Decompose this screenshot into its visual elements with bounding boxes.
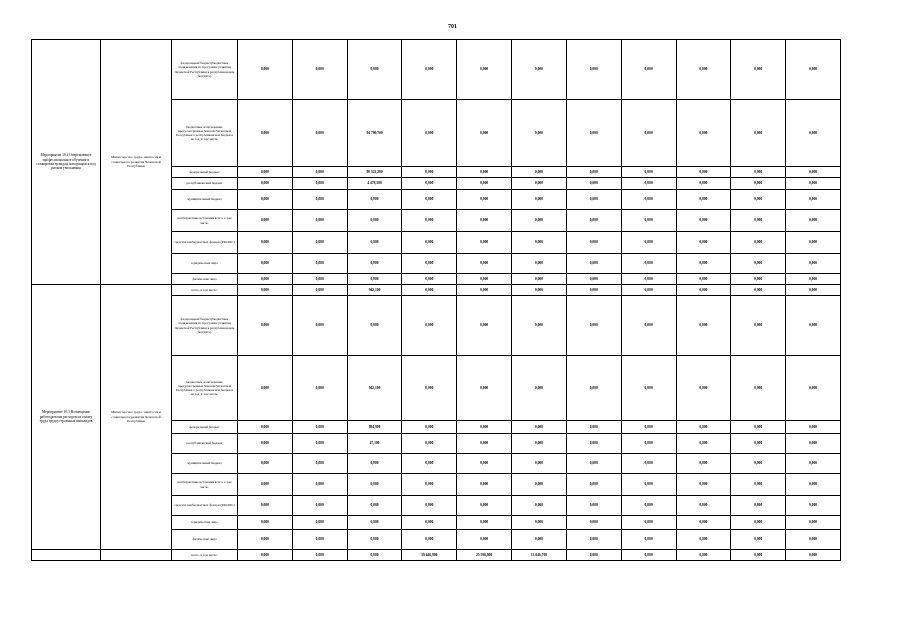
amount-cell: 0,000	[566, 474, 621, 496]
amount-cell: 0,000	[786, 100, 841, 167]
amount-cell: 0,000	[731, 40, 786, 100]
amount-cell: 0,000	[676, 474, 731, 496]
amount-cell: 0,000	[457, 285, 512, 296]
amount-cell: 0,000	[566, 454, 621, 474]
funding-source-cell: республиканский бюджет	[172, 434, 238, 454]
amount-cell: 47,100	[347, 434, 402, 454]
amount-cell: 0,000	[347, 496, 402, 516]
amount-cell: 0,000	[457, 454, 512, 474]
amount-cell: 25 596,000	[457, 550, 512, 561]
amount-cell: 0,000	[238, 421, 293, 434]
amount-cell: 0,000	[512, 232, 567, 254]
amount-cell: 0,000	[292, 530, 347, 550]
amount-cell: 0,000	[457, 40, 512, 100]
amount-cell: 0,000	[566, 421, 621, 434]
executor-cell: Министерство труда, занятости и социального развития Чеченской Республики	[101, 40, 172, 285]
amount-cell: 0,000	[566, 254, 621, 274]
amount-cell: 0,000	[621, 167, 676, 178]
amount-cell: 0,000	[786, 232, 841, 254]
amount-cell: 0,000	[731, 274, 786, 285]
amount-cell: 0,000	[621, 496, 676, 516]
amount-cell: 0,000	[512, 274, 567, 285]
amount-cell: 0,000	[786, 496, 841, 516]
amount-cell: 0,000	[731, 356, 786, 421]
funding-source-cell: внебюджетные источники всего, в том числе:	[172, 210, 238, 232]
amount-cell: 0,000	[292, 296, 347, 356]
amount-cell: 0,000	[731, 254, 786, 274]
funding-source-cell: средства внебюджетных фондов (ТФОМС)	[172, 232, 238, 254]
amount-cell: 0,000	[402, 232, 457, 254]
amount-cell: 0,000	[566, 167, 621, 178]
amount-cell: 0,000	[292, 454, 347, 474]
amount-cell: 0,000	[347, 254, 402, 274]
amount-cell: 0,000	[292, 274, 347, 285]
amount-cell: 0,000	[457, 100, 512, 167]
amount-cell: 0,000	[238, 178, 293, 190]
amount-cell: 0,000	[512, 167, 567, 178]
executor-cell: Министерство труда, занятости и социального развития Чеченской Республики	[101, 285, 172, 550]
budget-table	[31, 39, 841, 561]
amount-cell: 0,000	[238, 190, 293, 210]
executor-cell	[101, 550, 172, 561]
amount-cell: 0,000	[292, 178, 347, 190]
amount-cell: 0,000	[402, 530, 457, 550]
amount-cell: 0,000	[292, 100, 347, 167]
amount-cell: 0,000	[566, 190, 621, 210]
funding-source-cell: муниципальный бюджет	[172, 454, 238, 474]
amount-cell: 0,000	[512, 190, 567, 210]
amount-cell: 0,000	[512, 454, 567, 474]
amount-cell: 0,000	[512, 434, 567, 454]
amount-cell: 0,000	[731, 496, 786, 516]
amount-cell: 0,000	[402, 496, 457, 516]
amount-cell: 0,000	[457, 232, 512, 254]
amount-cell: 0,000	[621, 434, 676, 454]
amount-cell: 0,000	[512, 496, 567, 516]
amount-cell: 0,000	[347, 210, 402, 232]
amount-cell: 4 478,500	[347, 178, 402, 190]
funding-source-cell: физические лица	[172, 530, 238, 550]
amount-cell: 0,000	[457, 474, 512, 496]
event-name-cell: Мероприятие 10.3 Возмещение работодателям расходов на оплату труда трудоустроенных инвалидов	[32, 285, 101, 550]
amount-cell: 0,000	[676, 190, 731, 210]
funding-source-cell: республиканский бюджет	[172, 178, 238, 190]
amount-cell: 0,000	[566, 178, 621, 190]
amount-cell: 0,000	[621, 100, 676, 167]
amount-cell: 0,000	[292, 356, 347, 421]
amount-cell: 0,000	[676, 530, 731, 550]
amount-cell: 0,000	[457, 190, 512, 210]
amount-cell: 0,000	[457, 421, 512, 434]
amount-cell: 0,000	[238, 274, 293, 285]
amount-cell: 0,000	[676, 496, 731, 516]
amount-cell: 0,000	[676, 550, 731, 561]
amount-cell: 0,000	[457, 496, 512, 516]
amount-cell: 0,000	[402, 434, 457, 454]
amount-cell: 0,000	[292, 516, 347, 530]
amount-cell: 0,000	[786, 296, 841, 356]
amount-cell: 0,000	[238, 496, 293, 516]
amount-cell: 0,000	[402, 516, 457, 530]
amount-cell: 0,000	[457, 210, 512, 232]
amount-cell: 0,000	[347, 40, 402, 100]
amount-cell: 0,000	[676, 40, 731, 100]
amount-cell: 0,000	[621, 274, 676, 285]
amount-cell: 0,000	[786, 285, 841, 296]
amount-cell: 0,000	[786, 178, 841, 190]
amount-cell: 0,000	[566, 210, 621, 232]
amount-cell: 0,000	[731, 100, 786, 167]
amount-cell: 0,000	[676, 285, 731, 296]
amount-cell: 0,000	[566, 530, 621, 550]
amount-cell: 0,000	[566, 434, 621, 454]
amount-cell: 0,000	[786, 474, 841, 496]
amount-cell: 0,000	[347, 454, 402, 474]
amount-cell: 0,000	[238, 454, 293, 474]
amount-cell: 0,000	[621, 190, 676, 210]
amount-cell: 0,000	[621, 178, 676, 190]
amount-cell: 0,000	[402, 296, 457, 356]
amount-cell: 0,000	[347, 516, 402, 530]
amount-cell: 0,000	[786, 530, 841, 550]
amount-cell: 894,900	[347, 421, 402, 434]
amount-cell: 0,000	[676, 167, 731, 178]
amount-cell: 0,000	[512, 530, 567, 550]
amount-cell: 0,000	[238, 285, 293, 296]
amount-cell: 0,000	[238, 167, 293, 178]
funding-source-cell: федеральный бюджет	[172, 421, 238, 434]
amount-cell: 0,000	[621, 210, 676, 232]
amount-cell: 0,000	[676, 434, 731, 454]
amount-cell: 0,000	[731, 178, 786, 190]
amount-cell: 0,000	[402, 474, 457, 496]
amount-cell: 0,000	[292, 40, 347, 100]
amount-cell: 0,000	[292, 232, 347, 254]
funding-source-cell: всего, в том числе:	[172, 285, 238, 296]
amount-cell: 0,000	[402, 167, 457, 178]
amount-cell: 0,000	[238, 474, 293, 496]
amount-cell: 0,000	[621, 40, 676, 100]
amount-cell: 0,000	[238, 100, 293, 167]
amount-cell: 0,000	[731, 474, 786, 496]
event-name-cell: Мероприятие 10.2 Опережающее профессиональное обучение и стажировка граждан, находящихся под риском увольнения	[32, 40, 101, 285]
amount-cell: 0,000	[402, 285, 457, 296]
amount-cell: 942,100	[347, 285, 402, 296]
amount-cell: 0,000	[457, 530, 512, 550]
amount-cell: 0,000	[402, 100, 457, 167]
amount-cell: 0,000	[292, 474, 347, 496]
funding-source-cell: бюджетные ассигнования, предусмотренные Законом Чеченской Республики о республиканском бюджете на год, в том числе:	[172, 100, 238, 167]
funding-source-cell: федеральный бюджет(бюджетные ассигнования по программе развития Чеченской Республики в республиканском бюджете)	[172, 296, 238, 356]
funding-source-cell: юридические лица	[172, 516, 238, 530]
amount-cell: 0,000	[292, 550, 347, 561]
amount-cell: 0,000	[402, 421, 457, 434]
amount-cell: 0,000	[566, 296, 621, 356]
amount-cell: 0,000	[238, 254, 293, 274]
amount-cell: 0,000	[786, 254, 841, 274]
amount-cell: 0,000	[566, 274, 621, 285]
amount-cell: 0,000	[621, 296, 676, 356]
amount-cell: 0,000	[676, 296, 731, 356]
funding-source-cell: внебюджетные источники всего, в том числе:	[172, 474, 238, 496]
amount-cell: 0,000	[786, 550, 841, 561]
amount-cell: 0,000	[347, 530, 402, 550]
amount-cell: 0,000	[786, 454, 841, 474]
amount-cell: 0,000	[402, 454, 457, 474]
amount-cell: 0,000	[347, 274, 402, 285]
amount-cell: 0,000	[786, 434, 841, 454]
amount-cell: 0,000	[731, 454, 786, 474]
amount-cell: 0,000	[731, 296, 786, 356]
amount-cell: 0,000	[292, 167, 347, 178]
amount-cell: 0,000	[347, 190, 402, 210]
page-number: 701	[448, 24, 457, 30]
amount-cell: 0,000	[621, 356, 676, 421]
amount-cell: 0,000	[457, 434, 512, 454]
amount-cell: 0,000	[238, 356, 293, 421]
amount-cell: 0,000	[238, 40, 293, 100]
amount-cell: 0,000	[676, 254, 731, 274]
amount-cell: 0,000	[457, 516, 512, 530]
funding-source-cell: средства внебюджетных фондов (ТФОМС)	[172, 496, 238, 516]
table-row	[32, 40, 841, 100]
amount-cell: 0,000	[566, 100, 621, 167]
amount-cell: 0,000	[457, 356, 512, 421]
amount-cell: 942,100	[347, 356, 402, 421]
amount-cell: 0,000	[566, 516, 621, 530]
amount-cell: 0,000	[512, 356, 567, 421]
amount-cell: 0,000	[457, 296, 512, 356]
amount-cell: 0,000	[292, 285, 347, 296]
amount-cell: 0,000	[731, 421, 786, 434]
amount-cell: 0,000	[786, 40, 841, 100]
amount-cell: 0,000	[621, 474, 676, 496]
amount-cell: 0,000	[512, 296, 567, 356]
amount-cell: 0,000	[512, 254, 567, 274]
amount-cell: 0,000	[731, 434, 786, 454]
table-row	[32, 285, 841, 296]
amount-cell: 0,000	[292, 210, 347, 232]
amount-cell: 0,000	[512, 285, 567, 296]
amount-cell: 0,000	[402, 178, 457, 190]
funding-source-cell: муниципальный бюджет	[172, 190, 238, 210]
amount-cell: 0,000	[457, 274, 512, 285]
amount-cell: 0,000	[402, 210, 457, 232]
amount-cell: 0,000	[566, 550, 621, 561]
amount-cell: 0,000	[347, 550, 402, 561]
amount-cell: 0,000	[786, 421, 841, 434]
amount-cell: 0,000	[676, 210, 731, 232]
amount-cell: 13 646,700	[512, 550, 567, 561]
amount-cell: 0,000	[512, 421, 567, 434]
amount-cell: 0,000	[566, 40, 621, 100]
amount-cell: 59 646,900	[402, 550, 457, 561]
funding-source-cell: федеральный бюджет(бюджетные ассигнования по программе развития Чеченской Республики в республиканском бюджете)	[172, 40, 238, 100]
amount-cell: 0,000	[402, 40, 457, 100]
amount-cell: 0,000	[621, 550, 676, 561]
amount-cell: 0,000	[676, 274, 731, 285]
amount-cell: 0,000	[621, 454, 676, 474]
amount-cell: 0,000	[238, 210, 293, 232]
amount-cell: 0,000	[621, 254, 676, 274]
amount-cell: 94 790,700	[347, 100, 402, 167]
amount-cell: 90 322,200	[347, 167, 402, 178]
amount-cell: 0,000	[512, 178, 567, 190]
amount-cell: 0,000	[731, 232, 786, 254]
amount-cell: 0,000	[676, 178, 731, 190]
amount-cell: 0,000	[402, 190, 457, 210]
amount-cell: 0,000	[786, 274, 841, 285]
amount-cell: 0,000	[457, 178, 512, 190]
amount-cell: 0,000	[238, 530, 293, 550]
funding-source-cell: юридические лица	[172, 254, 238, 274]
funding-source-cell: всего, в том числе:	[172, 550, 238, 561]
amount-cell: 0,000	[238, 296, 293, 356]
amount-cell: 0,000	[347, 232, 402, 254]
amount-cell: 0,000	[621, 421, 676, 434]
amount-cell: 0,000	[731, 167, 786, 178]
amount-cell: 0,000	[676, 232, 731, 254]
amount-cell: 0,000	[292, 254, 347, 274]
amount-cell: 0,000	[512, 474, 567, 496]
amount-cell: 0,000	[402, 356, 457, 421]
amount-cell: 0,000	[786, 210, 841, 232]
amount-cell: 0,000	[676, 421, 731, 434]
amount-cell: 0,000	[731, 550, 786, 561]
amount-cell: 0,000	[786, 167, 841, 178]
amount-cell: 0,000	[402, 254, 457, 274]
amount-cell: 0,000	[566, 356, 621, 421]
amount-cell: 0,000	[731, 530, 786, 550]
amount-cell: 0,000	[238, 434, 293, 454]
amount-cell: 0,000	[786, 190, 841, 210]
amount-cell: 0,000	[512, 210, 567, 232]
amount-cell: 0,000	[566, 285, 621, 296]
amount-cell: 0,000	[731, 516, 786, 530]
amount-cell: 0,000	[457, 254, 512, 274]
amount-cell: 0,000	[566, 232, 621, 254]
funding-source-cell: федеральный бюджет	[172, 167, 238, 178]
amount-cell: 0,000	[292, 421, 347, 434]
amount-cell: 0,000	[676, 100, 731, 167]
amount-cell: 0,000	[512, 516, 567, 530]
amount-cell: 0,000	[731, 285, 786, 296]
amount-cell: 0,000	[238, 516, 293, 530]
amount-cell: 0,000	[621, 232, 676, 254]
amount-cell: 0,000	[621, 285, 676, 296]
event-name-cell	[32, 550, 101, 561]
amount-cell: 0,000	[731, 190, 786, 210]
amount-cell: 0,000	[621, 530, 676, 550]
amount-cell: 0,000	[621, 516, 676, 530]
funding-source-cell: бюджетные ассигнования, предусмотренные Законом Чеченской Республики о республиканском бюджете на год, в том числе:	[172, 356, 238, 421]
amount-cell: 0,000	[292, 190, 347, 210]
amount-cell: 0,000	[512, 100, 567, 167]
amount-cell: 0,000	[731, 210, 786, 232]
amount-cell: 0,000	[786, 356, 841, 421]
table-row	[32, 550, 841, 561]
amount-cell: 0,000	[457, 167, 512, 178]
amount-cell: 0,000	[292, 496, 347, 516]
amount-cell: 0,000	[566, 496, 621, 516]
amount-cell: 0,000	[676, 454, 731, 474]
amount-cell: 0,000	[347, 296, 402, 356]
amount-cell: 0,000	[238, 232, 293, 254]
amount-cell: 0,000	[786, 516, 841, 530]
funding-source-cell: физические лица	[172, 274, 238, 285]
amount-cell: 0,000	[402, 274, 457, 285]
amount-cell: 0,000	[676, 356, 731, 421]
amount-cell: 0,000	[512, 40, 567, 100]
amount-cell: 0,000	[238, 550, 293, 561]
amount-cell: 0,000	[347, 474, 402, 496]
amount-cell: 0,000	[292, 434, 347, 454]
amount-cell: 0,000	[676, 516, 731, 530]
